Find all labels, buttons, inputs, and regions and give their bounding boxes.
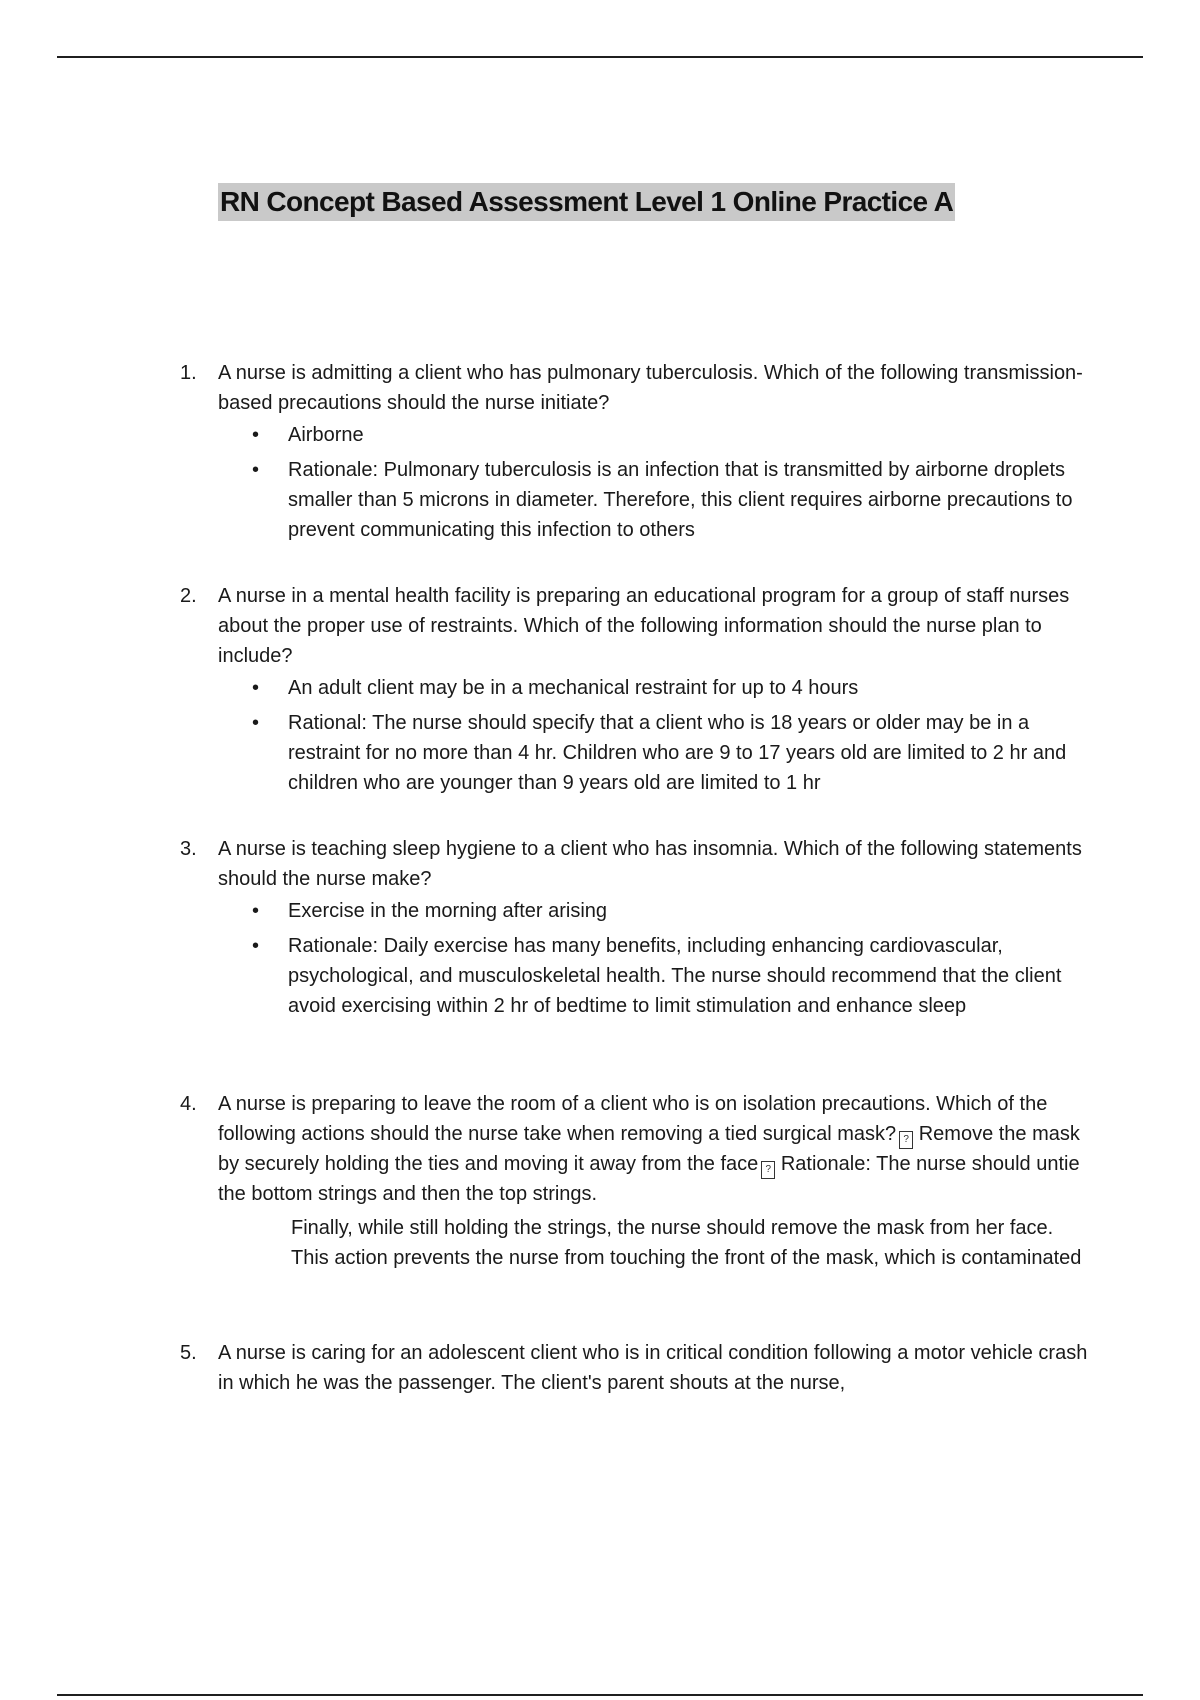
rationale-text: Rational: The nurse should specify that a client who is 18 years or older may be in a restraint for no more than 4 hr. Children who are 9 to 17 years old are limited to 2 hr and children who are younger than 9 years old are limited to 1 hr — [288, 712, 1067, 794]
bottom-rule — [57, 1694, 1143, 1696]
answer-list — [180, 420, 1090, 545]
top-rule — [57, 56, 1143, 58]
answer-item — [252, 896, 1090, 926]
question-number: 2. — [180, 585, 197, 607]
answer-text: Airborne — [288, 424, 364, 446]
question-stem — [218, 1089, 1090, 1209]
question-number: 5. — [180, 1342, 197, 1364]
answer-text: Exercise in the morning after arising — [288, 900, 608, 922]
question-1 — [180, 358, 1090, 550]
rationale-text: Rationale: Daily exercise has many benefits, including enhancing cardiovascular, psychological, and musculoskeletal health. The nurse should recommend that the client avoid exercising within 2 hr of bedtime to limit stimulation and enhance sleep — [288, 935, 1062, 1017]
rationale-item — [252, 931, 1090, 1021]
answer-text: Remove the mask by securely holding the ties and moving it away from the face — [218, 1123, 1080, 1175]
bullet-icon: • — [252, 424, 260, 446]
missing-glyph-icon: ? — [761, 1161, 775, 1179]
question-stem: A nurse is teaching sleep hygiene to a client who has insomnia. Which of the following statements should the nurse make? — [218, 838, 1082, 890]
answer-text: An adult client may be in a mechanical restraint for up to 4 hours — [288, 677, 859, 699]
question-number: 1. — [180, 362, 197, 384]
bullet-icon: • — [252, 712, 260, 734]
document-title: RN Concept Based Assessment Level 1 Online Practice A — [218, 183, 955, 221]
question-stem: A nurse in a mental health facility is preparing an educational program for a group of staff nurses about the proper use of restraints. Which of the following information should the nurse plan to include? — [218, 585, 1070, 667]
answer-item — [252, 420, 1090, 450]
question-number: 3. — [180, 838, 197, 860]
question-3 — [180, 834, 1090, 1026]
bullet-icon: • — [252, 677, 260, 699]
question-number: 4. — [180, 1093, 197, 1115]
question-4 — [180, 1089, 1090, 1273]
rationale-text: Rationale: The nurse should untie the bottom strings and then the top strings. — [218, 1153, 1080, 1205]
question-5 — [180, 1338, 1090, 1398]
bullet-icon: • — [252, 900, 260, 922]
rationale-item — [252, 708, 1090, 798]
answer-list — [180, 896, 1090, 1021]
missing-glyph-icon: ? — [899, 1131, 913, 1149]
bullet-icon: • — [252, 459, 260, 481]
question-2 — [180, 581, 1090, 803]
question-stem: A nurse is admitting a client who has pulmonary tuberculosis. Which of the following transmission-based precautions should the nurse initiate? — [218, 362, 1083, 414]
bullet-icon: • — [252, 935, 260, 957]
question-stem: A nurse is caring for an adolescent client who is in critical condition following a motor vehicle crash in which he was the passenger. The client's parent shouts at the nurse, — [218, 1342, 1088, 1394]
answer-list — [180, 673, 1090, 798]
rationale-item — [252, 455, 1090, 545]
rationale-text: Rationale: Pulmonary tuberculosis is an infection that is transmitted by airborne droplets smaller than 5 microns in diameter. Therefore, this client requires airborne precautions to prevent communicating this infection to others — [288, 459, 1073, 541]
answer-item — [252, 673, 1090, 703]
rationale-continuation: Finally, while still holding the strings, the nurse should remove the mask from her face. This action prevents the nurse from touching the front of the mask, which is contaminated — [291, 1217, 1082, 1269]
question-stem-text: A nurse is preparing to leave the room of a client who is on isolation precautions. Which of the following actions should the nurse take when removing a tied surgical mask? — [218, 1093, 1048, 1145]
